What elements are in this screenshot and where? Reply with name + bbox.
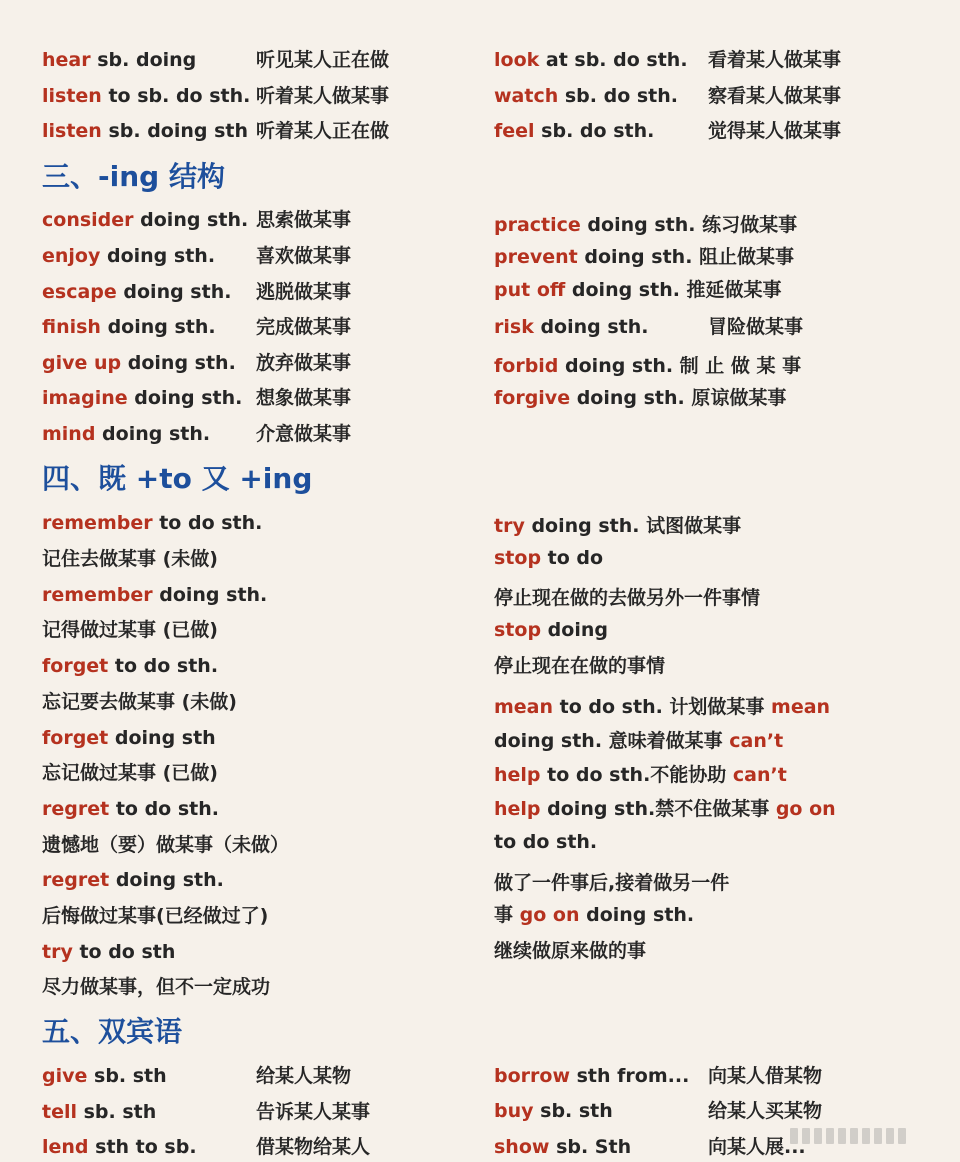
- phrase-row: forget to do sth.: [42, 655, 219, 677]
- phrase-meaning: 看着某人做某事: [708, 49, 842, 71]
- phrase-row: hear sb. doing: [42, 49, 197, 71]
- phrase-row: stop doing: [494, 619, 608, 641]
- phrase-row: listen to sb. do sth.: [42, 85, 251, 107]
- phrase-row: 做了一件事后,接着做另一件: [494, 872, 730, 894]
- phrase-meaning: 借某物给某人: [256, 1136, 371, 1158]
- phrase-row: try to do sth: [42, 941, 176, 963]
- phrase-row: 记得做过某事 (已做): [42, 619, 218, 641]
- phrase-row: 遗憾地（要）做某事（未做）: [42, 834, 290, 856]
- phrase-row: listen sb. doing sth: [42, 120, 249, 142]
- phrase-meaning: 听着某人做某事: [256, 85, 390, 107]
- phrase-row: escape doing sth.: [42, 281, 232, 303]
- phrase-row: forbid doing sth. 制 止 做 某 事: [494, 355, 802, 377]
- phrase-meaning: 给某人某物: [256, 1065, 352, 1087]
- phrase-row: to do sth.: [494, 831, 598, 853]
- phrase-meaning: 逃脱做某事: [256, 281, 352, 303]
- phrase-row: watch sb. do sth.: [494, 85, 679, 107]
- phrase-row: consider doing sth.: [42, 209, 249, 231]
- phrase-row: 后悔做过某事(已经做过了): [42, 905, 269, 927]
- phrase-meaning: 冒险做某事: [708, 316, 804, 338]
- phrase-row: prevent doing sth. 阻止做某事: [494, 246, 795, 268]
- phrase-meaning: 给某人买某物: [708, 1100, 823, 1122]
- phrase-row: risk doing sth.: [494, 316, 649, 338]
- phrase-row: imagine doing sth.: [42, 387, 243, 409]
- phrase-row: enjoy doing sth.: [42, 245, 216, 267]
- phrase-meaning: 放弃做某事: [256, 352, 352, 374]
- phrase-row: 尽力做某事，但不一定成功: [42, 976, 271, 998]
- phrase-row: regret doing sth.: [42, 869, 224, 891]
- phrase-row: finish doing sth.: [42, 316, 216, 338]
- phrase-row: practice doing sth. 练习做某事: [494, 214, 798, 236]
- phrase-row: buy sb. sth: [494, 1100, 613, 1122]
- phrase-row: forgive doing sth. 原谅做某事: [494, 387, 787, 409]
- phrase-row: remember doing sth.: [42, 584, 268, 606]
- section-heading-double-object: 五、双宾语: [42, 1015, 183, 1048]
- phrase-row: lend sth to sb.: [42, 1136, 197, 1158]
- phrase-row: forget doing sth: [42, 727, 216, 749]
- phrase-meaning: 听见某人正在做: [256, 49, 390, 71]
- phrase-row: help doing sth.禁不住做某事 go on: [494, 798, 836, 820]
- phrase-row: help to do sth.不能协助 can’t: [494, 764, 787, 786]
- watermark-icon: [790, 1128, 950, 1154]
- phrase-meaning: 听着某人正在做: [256, 120, 390, 142]
- phrase-row: try doing sth. 试图做某事: [494, 515, 742, 537]
- phrase-row: show sb. Sth: [494, 1136, 632, 1158]
- phrase-row: 忘记要去做某事 (未做): [42, 691, 237, 713]
- phrase-meaning: 向某人展...: [708, 1136, 806, 1158]
- phrase-meaning: 告诉某人某事: [256, 1101, 371, 1123]
- phrase-meaning: 完成做某事: [256, 316, 352, 338]
- phrase-row: put off doing sth. 推延做某事: [494, 279, 782, 301]
- phrase-row: 继续做原来做的事: [494, 940, 647, 962]
- phrase-row: remember to do sth.: [42, 512, 263, 534]
- phrase-row: feel sb. do sth.: [494, 120, 655, 142]
- section-heading-ing: 三、-ing 结构: [42, 160, 225, 193]
- phrase-meaning: 思索做某事: [256, 209, 352, 231]
- phrase-row: tell sb. sth: [42, 1101, 157, 1123]
- phrase-row: give up doing sth.: [42, 352, 236, 374]
- phrase-row: regret to do sth.: [42, 798, 219, 820]
- phrase-row: stop to do: [494, 547, 604, 569]
- phrase-meaning: 察看某人做某事: [708, 85, 842, 107]
- phrase-meaning: 想象做某事: [256, 387, 352, 409]
- phrase-row: give sb. sth: [42, 1065, 167, 1087]
- phrase-row: mean to do sth. 计划做某事 mean: [494, 696, 831, 718]
- phrase-row: 忘记做过某事 (已做): [42, 762, 218, 784]
- phrase-meaning: 喜欢做某事: [256, 245, 352, 267]
- phrase-row: doing sth. 意味着做某事 can’t: [494, 730, 784, 752]
- phrase-meaning: 向某人借某物: [708, 1065, 823, 1087]
- phrase-row: look at sb. do sth.: [494, 49, 688, 71]
- phrase-row: 事 go on doing sth.: [494, 904, 695, 926]
- phrase-meaning: 介意做某事: [256, 423, 352, 445]
- phrase-meaning: 觉得某人做某事: [708, 120, 842, 142]
- phrase-row: 停止现在在做的事情: [494, 655, 666, 677]
- phrase-row: 记住去做某事 (未做): [42, 548, 218, 570]
- section-heading-to-and-ing: 四、既 +to 又 +ing: [42, 462, 313, 495]
- phrase-row: 停止现在做的去做另外一件事情: [494, 587, 761, 609]
- phrase-row: mind doing sth.: [42, 423, 211, 445]
- phrase-row: borrow sth from...: [494, 1065, 690, 1087]
